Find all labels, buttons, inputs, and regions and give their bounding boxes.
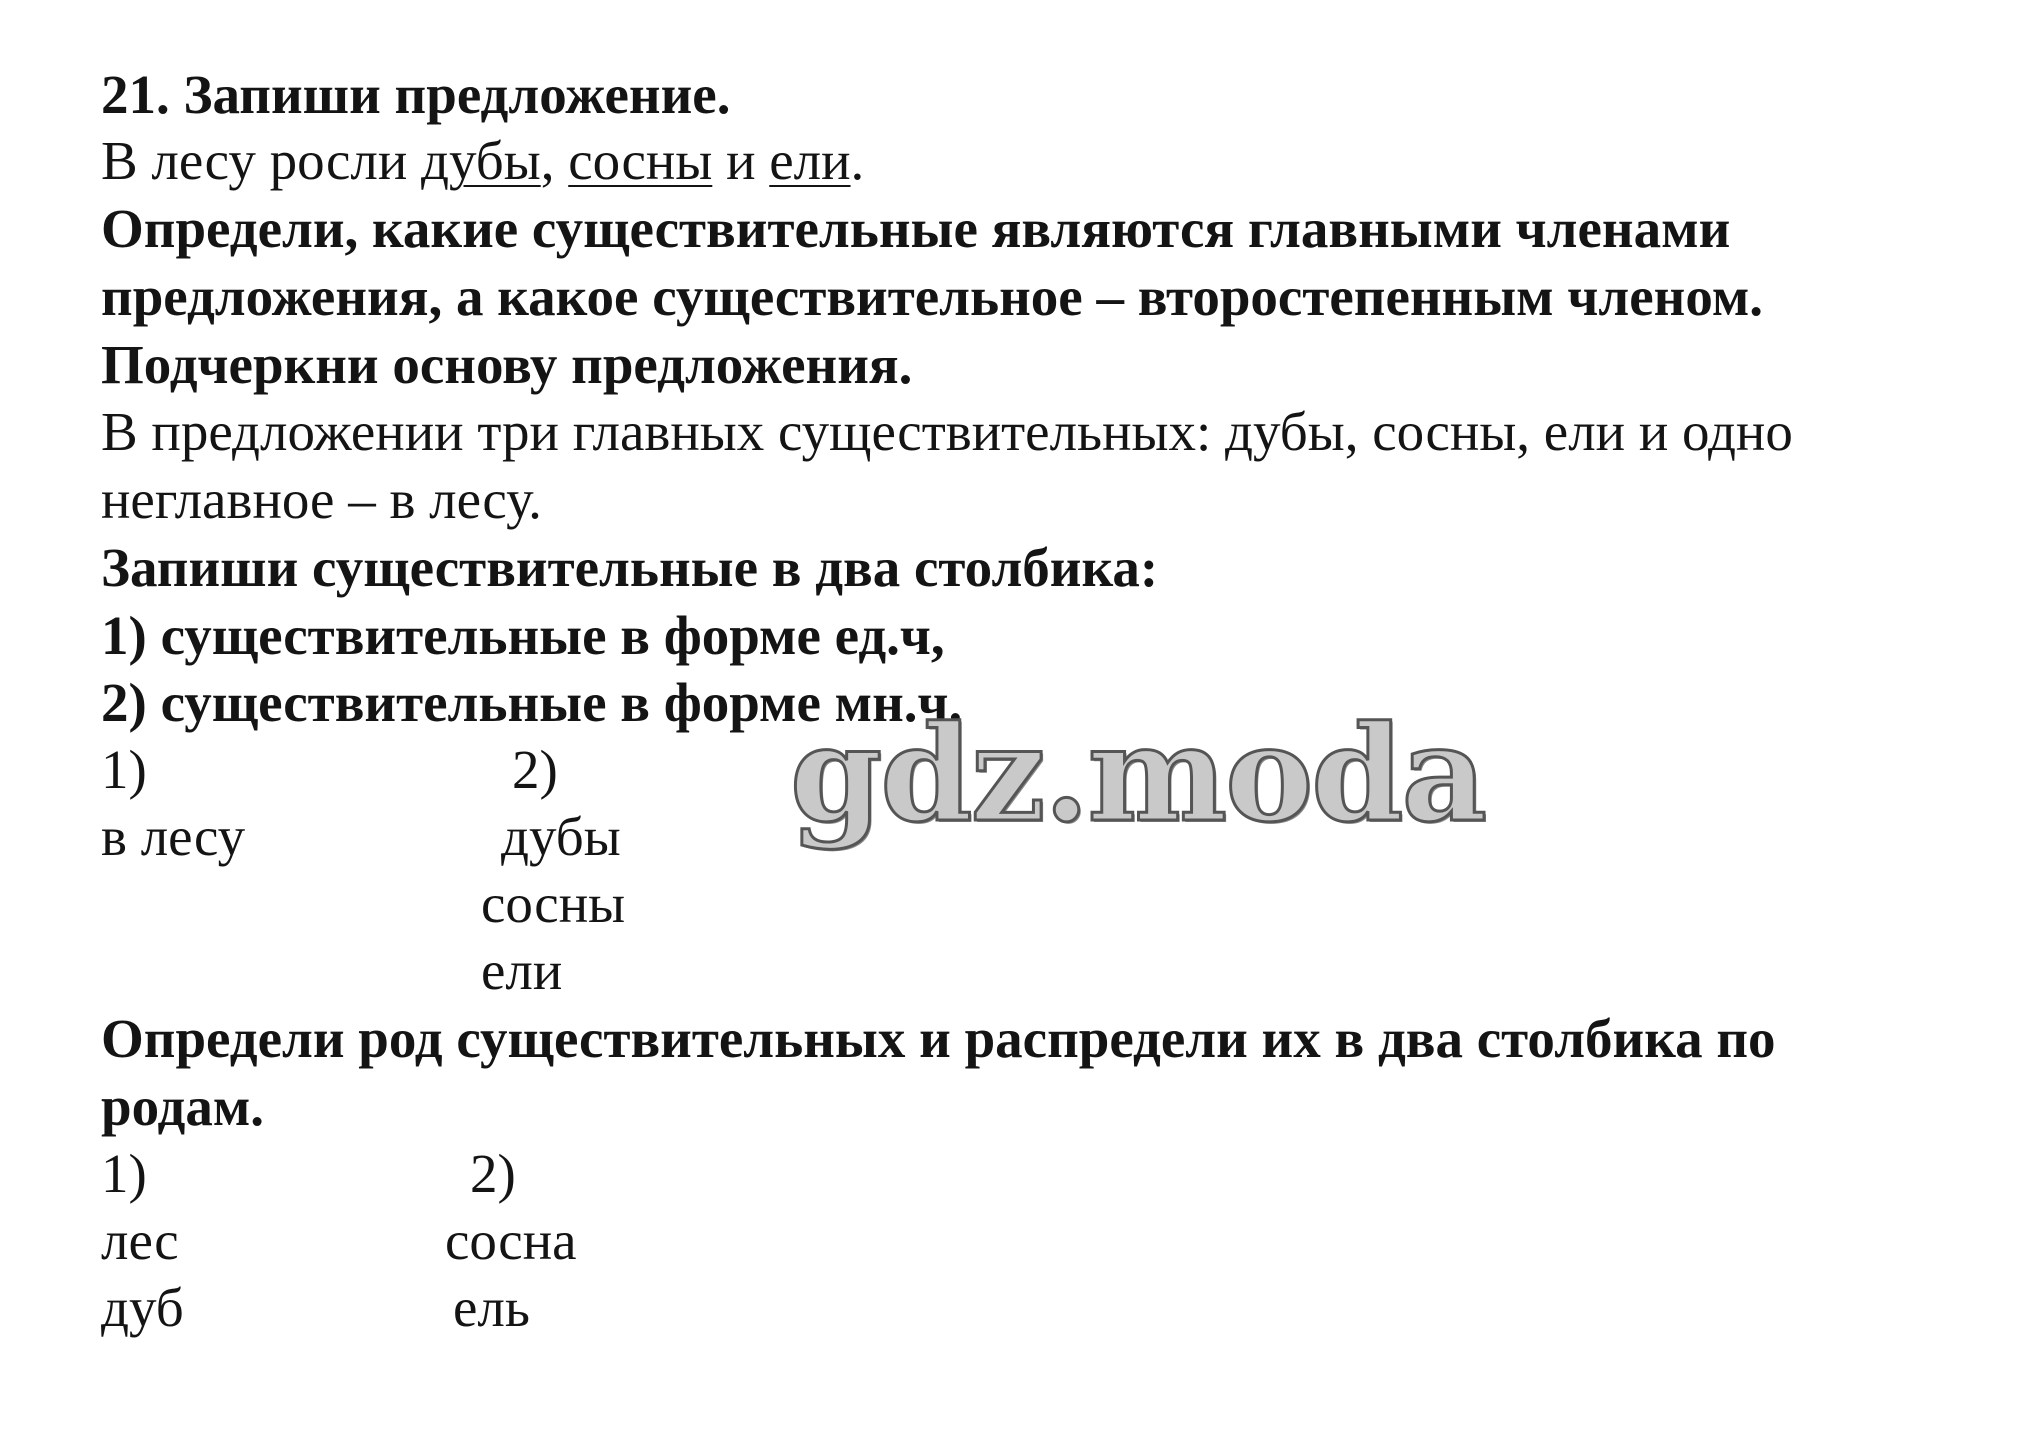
column-header: 2)	[470, 1143, 516, 1204]
sentence-suffix: .	[850, 130, 865, 191]
sentence-prefix: В лесу росли	[101, 130, 422, 191]
column-header: 2)	[512, 739, 558, 800]
gender-instruction: Определи род существительных и распредели их в два столбика по	[101, 1008, 1776, 1069]
sentence-word-firs: ели	[769, 130, 851, 191]
columns-item: 2) существительные в форме мн.ч.	[101, 672, 963, 733]
column-entry: ель	[453, 1277, 530, 1338]
instruction-line: Определи, какие существительные являются главными членами	[101, 198, 1731, 259]
sentence-separator: ,	[540, 130, 569, 191]
gender-instruction: родам.	[101, 1076, 265, 1137]
column-entry: дуб	[101, 1277, 184, 1338]
column-header: 1)	[101, 1143, 147, 1204]
column-entry: лес	[101, 1210, 179, 1271]
column-entry: сосны	[481, 873, 626, 934]
answer-line: В предложении три главных существительных: дубы, сосны, ели и одно	[101, 401, 1793, 462]
columns-item: 1) существительные в форме ед.ч,	[101, 605, 945, 666]
example-sentence	[101, 128, 864, 194]
instruction-line: Подчеркни основу предложения.	[101, 334, 913, 395]
column-entry: сосна	[445, 1210, 577, 1271]
watermark-logo: gdz.moda	[790, 697, 1486, 852]
column-header: 1)	[101, 739, 147, 800]
columns-instruction: Запиши существительные в два столбика:	[101, 537, 1159, 598]
sentence-word-pines: сосны	[568, 130, 713, 191]
task-heading: 21. Запиши предложение.	[101, 64, 731, 125]
instruction-line: предложения, а какое существительное – второстепенным членом.	[101, 266, 1764, 327]
column-entry: дубы	[501, 806, 621, 867]
sentence-separator: и	[712, 130, 770, 191]
column-entry: ели	[481, 940, 563, 1001]
column-entry: в лесу	[101, 806, 246, 867]
answer-line: неглавное – в лесу.	[101, 469, 542, 530]
sentence-word-oaks: дубы	[421, 130, 541, 191]
